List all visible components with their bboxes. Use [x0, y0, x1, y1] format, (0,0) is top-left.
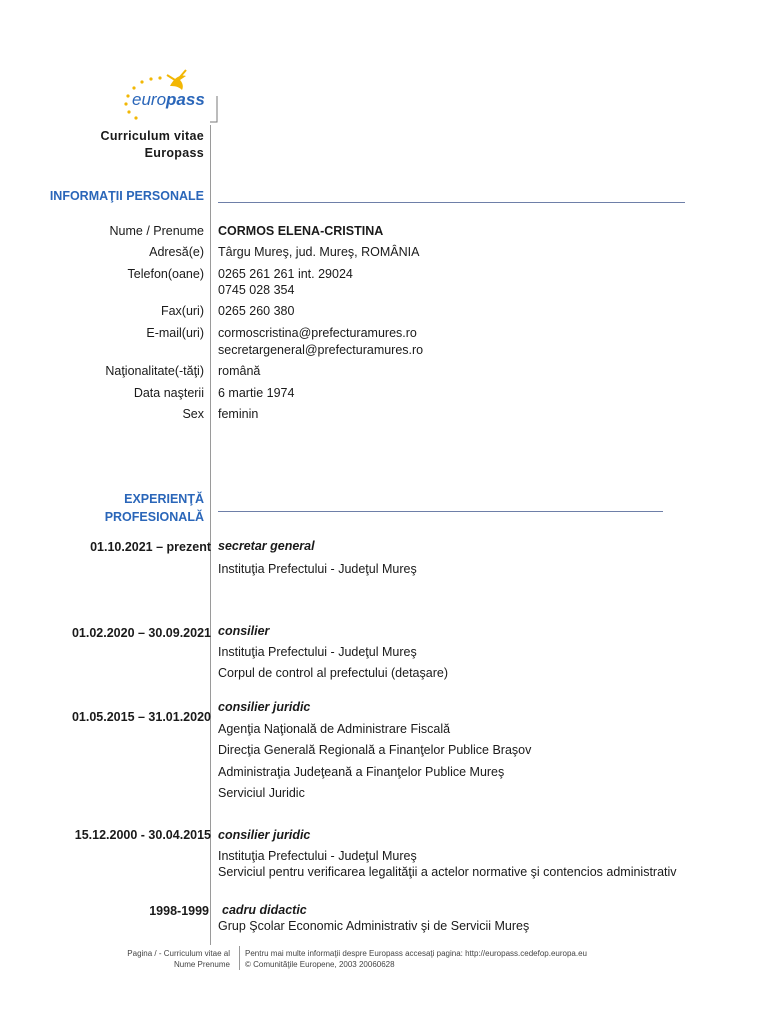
section-rule-experience	[218, 511, 663, 512]
section-rule-personal	[218, 202, 685, 203]
footer-left-line2: Nume Prenume	[173, 960, 230, 969]
footer-left-line1: Pagina / - Curriculum vitae al	[127, 949, 230, 958]
job-title: consilier juridic	[218, 700, 311, 714]
cv-title-line2: Europass	[144, 146, 204, 160]
job-title: consilier juridic	[218, 828, 311, 842]
section-title-experience-line1: EXPERIENŢĂ	[124, 492, 204, 506]
phone-label: Telefon(oane)	[127, 267, 204, 281]
job-title: secretar general	[218, 539, 315, 553]
footer-right-line1: Pentru mai multe informaţii despre Europass accesaţi pagina: http://europass.cedefop.europa.eu	[245, 949, 587, 958]
job-period: 01.10.2021 – prezent	[90, 540, 211, 554]
nationality-value: română	[218, 364, 261, 378]
europass-logo	[120, 66, 220, 124]
email-label: E-mail(uri)	[146, 326, 204, 340]
footer-right	[245, 948, 587, 970]
fax-label: Fax(uri)	[160, 304, 204, 318]
job-detail: Instituţia Prefectului - Judeţul Mureş	[218, 645, 417, 659]
address-label: Adresă(e)	[149, 245, 204, 259]
name-label: Nume / Prenume	[109, 224, 204, 238]
nationality-label: Naţionalitate(-tăţi)	[105, 364, 204, 378]
job-detail: Serviciul pentru verificarea legalităţii a actelor normative şi contencios administrativ	[218, 865, 677, 879]
job-period: 01.05.2015 – 31.01.2020	[71, 710, 211, 724]
job-detail: Corpul de control al prefectului (detaşare)	[218, 666, 448, 680]
job-period: 01.02.2020 – 30.09.2021	[71, 626, 211, 640]
footer-left	[127, 948, 230, 970]
address-value: Târgu Mureş, jud. Mureş, ROMÂNIA	[218, 245, 420, 259]
job-period: 1998-1999	[149, 904, 209, 918]
section-title-experience-line2: PROFESIONALĂ	[104, 510, 204, 524]
job-detail: Agenţia Naţională de Administrare Fiscală	[218, 722, 451, 736]
birth-date-label: Data naşterii	[133, 386, 204, 400]
sex-value: feminin	[218, 407, 259, 421]
job-title: consilier	[218, 624, 270, 638]
job-detail: Instituţia Prefectului - Judeţul Mureş	[218, 562, 417, 576]
phone-value-1: 0265 261 261 int. 29024	[218, 267, 353, 281]
logo-text-suffix: pass	[166, 90, 205, 109]
birth-date-value: 6 martie 1974	[218, 386, 295, 400]
job-detail: Grup Şcolar Economic Administrativ şi de Servicii Mureş	[218, 919, 530, 933]
email-value-1[interactable]: cormoscristina@prefecturamures.ro	[218, 326, 417, 340]
section-title-personal: INFORMAŢII PERSONALE	[49, 189, 204, 203]
job-detail: Direcţia Generală Regională a Finanţelor Publice Braşov	[218, 743, 532, 757]
fax-value: 0265 260 380	[218, 304, 295, 318]
name-value: CORMOS ELENA-CRISTINA	[218, 224, 384, 238]
sex-label: Sex	[182, 407, 204, 421]
footer-right-line2: © Comunităţile Europene, 2003 20060628	[245, 960, 395, 969]
email-value-2[interactable]: secretargeneral@prefecturamures.ro	[218, 343, 424, 357]
logo-text-prefix: euro	[132, 90, 167, 109]
job-period: 15.12.2000 - 30.04.2015	[74, 828, 211, 842]
footer-divider	[239, 946, 240, 970]
phone-value-2: 0745 028 354	[218, 283, 295, 297]
job-detail: Administraţia Judeţeană a Finanţelor Publice Mureş	[218, 765, 505, 779]
column-divider	[210, 125, 211, 945]
job-detail: Instituţia Prefectului - Judeţul Mureş	[218, 849, 417, 863]
job-detail: Serviciul Juridic	[218, 786, 305, 800]
job-title: cadru didactic	[222, 903, 307, 917]
cv-title-line1: Curriculum vitae	[100, 129, 204, 143]
